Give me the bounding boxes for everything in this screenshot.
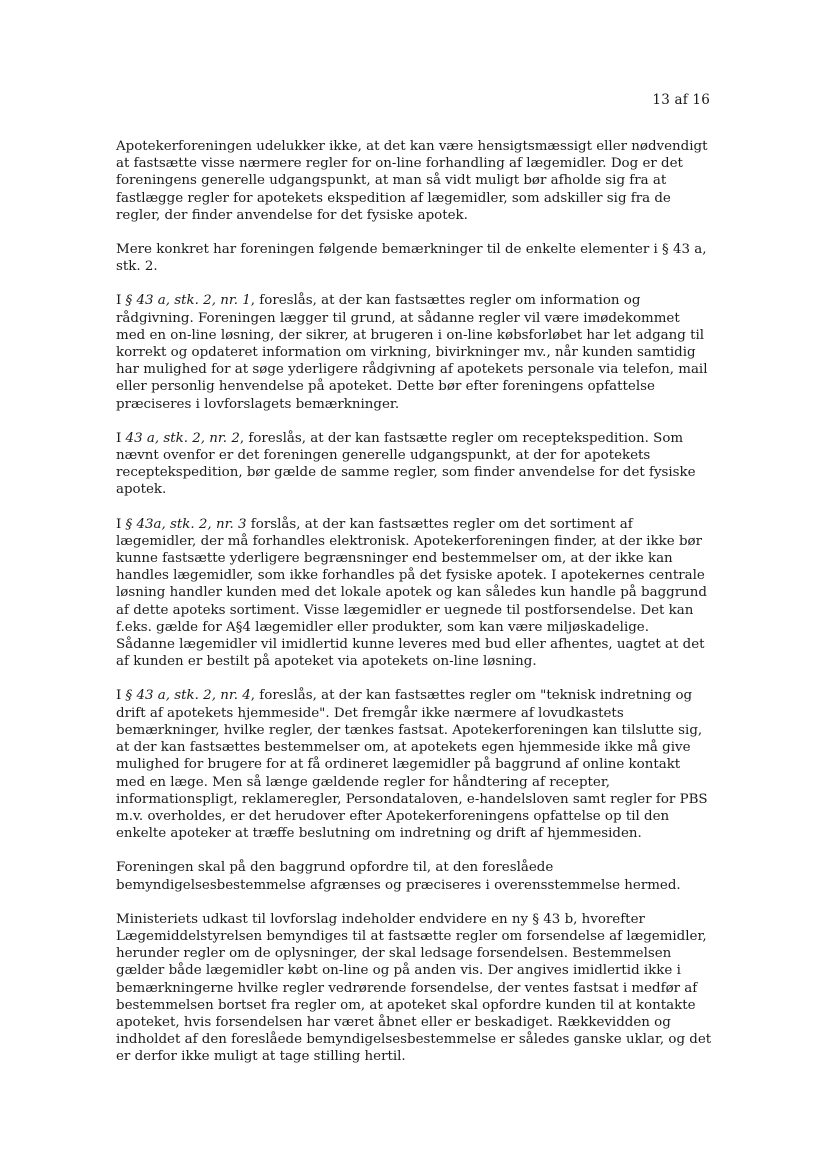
paragraph-6-text: , foreslås, at der kan fastsættes regler om "teknisk indretning og drift af apotekets hjemmeside". Det fremgår ikke nærmere af lovudkastets bemærkninger, hvilke regler, der tænkes fastsat. Apotekerforeningen kan tilslutte sig, at der kan fastsættes bestemmelser om, at apotekets egen hjemmeside ikke må give mulighed for brugere for at få ordineret lægemidler på baggrund af online kontakt med en læge. Men så længe gældende regler for håndtering af recepter, informationspligt, reklameregler, Persondataloven, e-handelsloven samt regler for PBS m.v. overholdes, er det herudover efter Apotekerforeningens opfattelse op til den enkelte apoteker at træffe beslutning om indretning og drift af hjemmesiden. [116,688,708,842]
letter-body [116,138,712,1083]
paragraph-8: Ministeriets udkast til lovforslag indeholder endvidere en ny § 43 b, hvorefter Lægemiddelstyrelsen bemyndiges til at fastsætte regler om forsendelse af lægemidler, herunder regler om de oplysninger, der skal ledsage forsendelsen. Bestemmelsen gælder både lægemidler købt on-line og på anden vis. Der angives imidlertid ikke i bemærkningerne hvilke regler vedrørende forsendelse, der ventes fastsat i medfør af bestemmelsen bortset fra regler om, at apoteket skal opfordre kunden til at kontakte apoteket, hvis forsendelsen har været åbnet eller er beskadiget. Rækkevidden og indholdet af den foreslåede bemyndigelsesbestemmelse er således ganske uklar, og det er derfor ikke muligt at tage stilling hertil. [116,911,712,1065]
section-reference: § 43 a, stk. 2, nr. 4 [125,688,251,704]
paragraph-3-prefix: I [116,293,126,309]
section-reference: § 43a, stk. 2, nr. 3 [125,516,247,532]
paragraph-4-prefix: I [116,430,126,446]
paragraph-2: Mere konkret har foreningen følgende bemærkninger til de enkelte elementer i § 43 a, stk. 2. [116,242,707,275]
paragraph-5 [116,516,712,671]
section-reference: § 43 a, stk. 2, nr. 1 [125,293,251,309]
paragraph-4 [116,430,712,499]
paragraph-4-text: , foreslås, at der kan fastsætte regler om receptekspedition. Som nævnt ovenfor er det foreningen generelle udgangspunkt, at der for apotekets receptekspedition, bør gælde de samme regler, som finder anvendelse for det fysiske apotek. [116,430,696,498]
paragraph-6 [116,687,712,842]
paragraph-5-text: forslås, at der kan fastsættes regler om det sortiment af lægemidler, der må forhandles elektronisk. Apotekerforeningen finder, at der ikke bør kunne fastsætte yderligere begrænsninger end bestemmelser om, at der ikke kan handles lægemidler, som ikke forhandles på det fysiske apotek. I apotekernes centrale løsning handler kunden med det lokale apotek og kan således kun handle på baggrund af dette apoteks sortiment. Visse lægemidler er uegnede til postforsendelse. Det kan f.eks. gælde for A§4 lægemidler eller produkter, som kan være miljøskadelige. Sådanne lægemidler vil imidlertid kunne leveres med bud eller afhentes, uagtet at det af kunden er bestilt på apoteket via apotekets on-line løsning. [116,516,707,670]
paragraph-5-prefix: I [116,516,126,532]
paragraph-1: Apotekerforeningen udelukker ikke, at det kan være hensigtsmæssigt eller nødvendigt at fastsætte visse nærmere regler for on-line forhandling af lægemidler. Dog er det foreningens generelle udgangspunkt, at man så vidt muligt bør afholde sig fra at fastlægge regler for apotekets ekspedition af lægemidler, som adskiller sig fra de regler, der finder anvendelse for det fysiske apotek. [116,139,708,223]
paragraph-7: Foreningen skal på den baggrund opfordre til, at den foreslåede bemyndigelsesbestemmelse afgrænses og præciseres i overensstemmelse hermed. [116,860,681,893]
paragraph-3 [116,292,712,412]
page-number: 13 af 16 [652,92,710,108]
paragraph-6-prefix: I [116,688,126,704]
section-reference: 43 a, stk. 2, nr. 2 [125,430,240,446]
paragraph-3-text: , foreslås, at der kan fastsættes regler om information og rådgivning. Foreningen lægger til grund, at sådanne regler vil være imødekommet med en on-line løsning, der sikrer, at brugeren i on-line købsforløbet har let adgang til korrekt og opdateret information om virkning, bivirkninger mv., når kunden samtidig har mulighed for at søge yderligere rådgivning af apotekets personale via telefon, mail eller personlig henvendelse på apoteket. Dette bør efter foreningens opfattelse præciseres i lovforslagets bemærkninger. [116,293,708,412]
